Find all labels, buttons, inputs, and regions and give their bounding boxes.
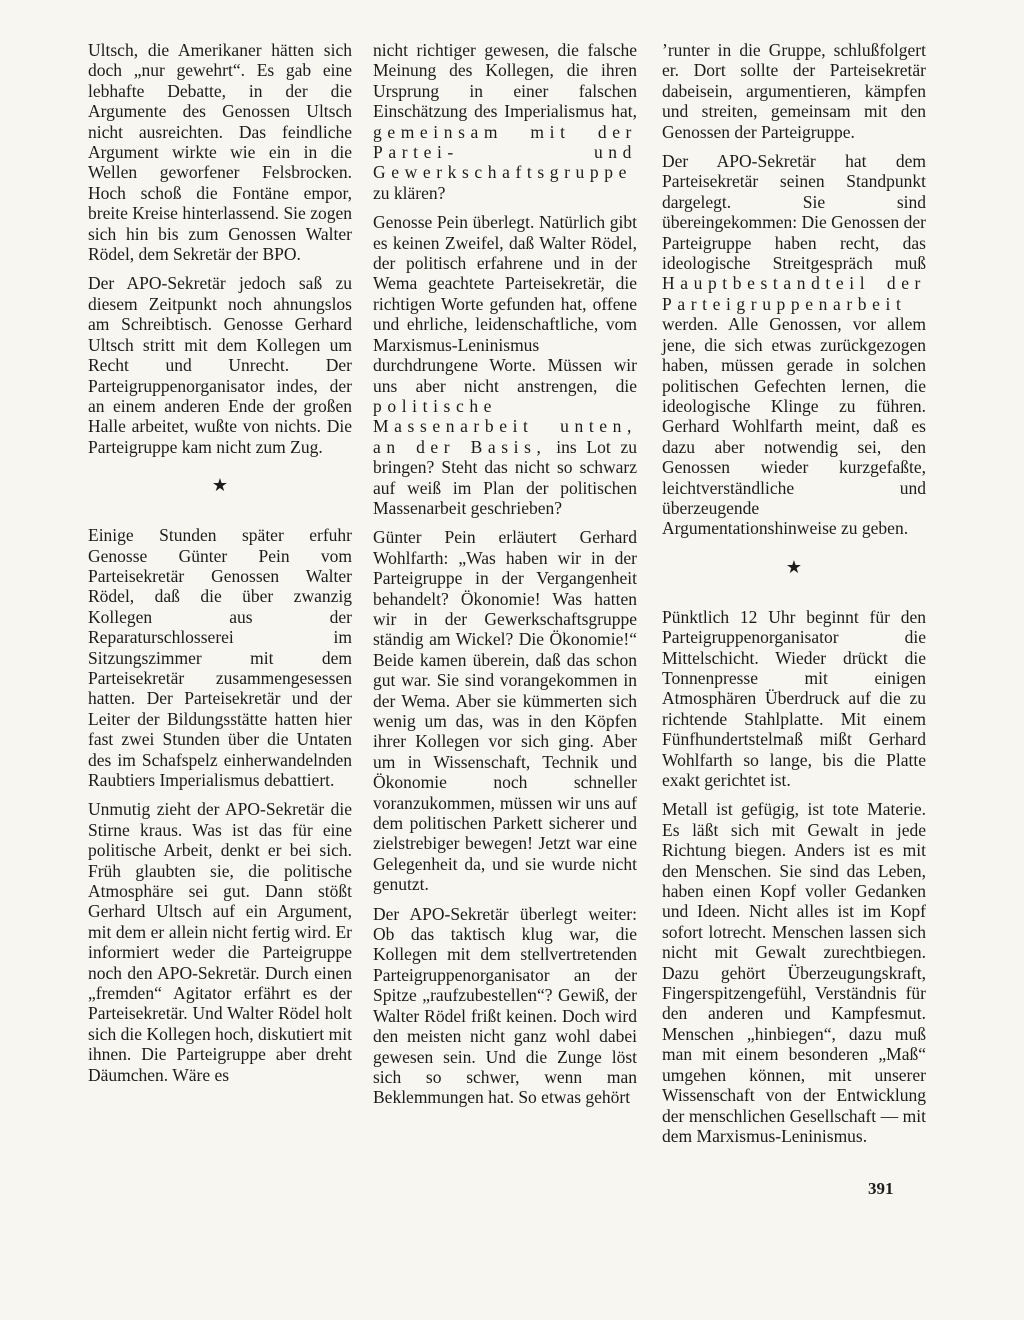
emphasis-spaced: Hauptbestandteil der Parteigruppenarbeit bbox=[662, 273, 926, 314]
star-separator-icon: ★ bbox=[785, 556, 803, 577]
emphasis-spaced: politische Massenarbeit unten, an der Basis, bbox=[373, 395, 637, 457]
star-separator-icon: ★ bbox=[211, 475, 229, 496]
paragraph bbox=[662, 151, 926, 539]
page-number: 391 bbox=[868, 1179, 894, 1198]
emphasis-spaced: gemeinsam mit der Partei- und Gewerkschaftsgruppe bbox=[373, 121, 637, 183]
paragraph: Unmutig zieht der APO-Sekretär die Stirne kraus. Was ist das für eine politische Arbeit, denkt er bei sich. Früh glaubten sie, die politische Atmosphäre sei gut. Dann stößt Gerhard Ultsch auf ein Argument, mit dem er allein nicht fertig wird. Er informiert weder die Parteigruppe noch den APO-Sekretär. Durch einen „fremden“ Agitator erfährt es der Parteisekretär. Und Walter Rödel holt sich die Kollegen hoch, diskutiert mit ihnen. Die Parteigruppe aber dreht Däumchen. Wäre es bbox=[88, 799, 352, 1085]
text-run: werden. Alle Genossen, vor allem jene, die sich etwas zurückgezogen haben, müssen gerade in solchen politischen Gefechten lernen, die ideologische Klinge zu führen. Gerhard Wohlfarth meint, daß es dazu aber notwendig sei, den Genossen wieder kurzgefaßte, leichtverständliche und überzeugende Argumentationshinweise zu geben. bbox=[662, 314, 926, 539]
paragraph: ’runter in die Gruppe, schlußfolgert er. Dort sollte der Parteisekretär dabeisein, argumentieren, kämpfen und streiten, gemeinsam mit den Genossen der Parteigruppe. bbox=[662, 40, 926, 142]
text-run: zu klären? bbox=[373, 182, 446, 203]
text-column-1 bbox=[88, 40, 352, 1094]
paragraph: Metall ist gefügig, ist tote Materie. Es läßt sich mit Gewalt in jede Richtung biegen. Anders ist es mit den Menschen. Sie sind das Leben, haben einen Kopf voller Gedanken und Ideen. Nicht alles ist im Kopf sofort lotrecht. Menschen lassen sich nicht mit Gewalt zurechtbiegen. Dazu gehört Überzeugungskraft, Fingerspitzengefühl, Verständnis für den anderen und Kampfesmut. Menschen „hinbiegen“, dazu muß man mit einem besonderen „Maß“ umgehen können, mit unserer Wissenschaft von der Entwicklung der menschlichen Gesellschaft — mit dem Marxismus-Leninismus. bbox=[662, 799, 926, 1146]
paragraph: Pünktlich 12 Uhr beginnt für den Parteigruppenorganisator die Mittelschicht. Wieder drückt die Tonnenpresse mit einigen Atmosphären Überdruck auf die zu richtende Stahlplatte. Mit einem Fünfhundertstelmaß mißt Gerhard Wohlfarth so lange, bis die Platte exakt gerichtet ist. bbox=[662, 606, 926, 790]
text-run: nicht richtiger gewesen, die falsche Meinung des Kollegen, die ihren Ursprung in einer falschen Einschätzung des Imperialismus hat, bbox=[373, 40, 637, 122]
text-column-3 bbox=[662, 40, 926, 1155]
paragraph bbox=[373, 212, 637, 518]
text-run: ins Lot zu bringen? Steht das nicht so schwarz auf weiß im Plan der politischen Massenarbeit geschrieben? bbox=[373, 436, 638, 518]
paragraph: Günter Pein erläutert Gerhard Wohlfarth: „Was haben wir in der Parteigruppe in der Vergangenheit behandelt? Ökonomie! Was hatten wir in der Gewerkschaftsgruppe ständig am Wickel? Die Ökonomie!“ Beide kamen überein, daß das schon gut war. Sie sind vorangekommen in der Wema. Aber sie kümmerten sich wenig um das, was in den Köpfen ihrer Kollegen vor sich ging. Aber um in Wissenschaft, Technik und Ökonomie noch schneller voranzukommen, müssen wir uns auf dem politischen Parkett sicherer und zielstrebiger bewegen! Jetzt war eine Gelegenheit da, und sie wurde nicht genutzt. bbox=[373, 527, 637, 895]
paragraph: Einige Stunden später erfuhr Genosse Günter Pein vom Parteisekretär Genossen Walter Rödel, daß die über zwanzig Kollegen aus der Reparaturschlosserei im Sitzungszimmer mit dem Parteisekretär zusammengesessen hatten. Der Parteisekretär und der Leiter der Bildungsstätte hatten hier fast zwei Stunden über die Untaten des im Schafspelz einherwandelnden Raubtiers Imperialismus debattiert. bbox=[88, 525, 352, 790]
paragraph bbox=[373, 40, 637, 203]
paragraph: Der APO-Sekretär jedoch saß zu diesem Zeitpunkt noch ahnungslos am Schreibtisch. Genosse Gerhard Ultsch stritt mit dem Kollegen um Recht und Unrecht. Der Parteigruppenorganisator indes, der an einem anderen Ende der großen Halle arbeitet, wußte von nichts. Die Parteigruppe kam nicht zum Zug. bbox=[88, 273, 352, 457]
text-run: Der APO-Sekretär hat dem Parteisekretär seinen Standpunkt dargelegt. Sie sind übereingekommen: Die Genossen der Parteigruppe haben recht, das ideologische Streitgespräch muß bbox=[662, 151, 926, 274]
paragraph: Ultsch, die Amerikaner hätten sich doch „nur gewehrt“. Es gab eine lebhafte Debatte, in der die Argumente des Genossen Ultsch nicht ausreichten. Das feindliche Argument wirkte wie ein in die Wellen geworfener Felsbrocken. Hoch schoß die Fontäne empor, breite Kreise hinterlassend. Sie zogen sich hin bis zum Genossen Walter Rödel, dem Sekretär der BPO. bbox=[88, 40, 352, 265]
text-column-2 bbox=[373, 40, 637, 1117]
paragraph: Der APO-Sekretär überlegt weiter: Ob das taktisch klug war, die Kollegen mit dem stellvertretenden Parteigruppenorganisator an der Spitze „raufzubestellen“? Gewiß, der Walter Rödel frißt keinen. Doch wird den meisten nicht ganz wohl dabei gewesen sein. Und die Zunge löst sich so schwer, wenn man Beklemmungen hat. So etwas gehört bbox=[373, 903, 637, 1108]
text-run: Genosse Pein überlegt. Natürlich gibt es keinen Zweifel, daß Walter Rödel, der politisch erfahrene und in der Wema geachtete Parteisekretär, die richtigen Worte gefunden hat, offene und ehrliche, leidenschaftliche, vom Marxismus-Leninismus durchdrungene Worte. Müssen wir uns aber nicht anstrengen, die bbox=[373, 212, 637, 396]
